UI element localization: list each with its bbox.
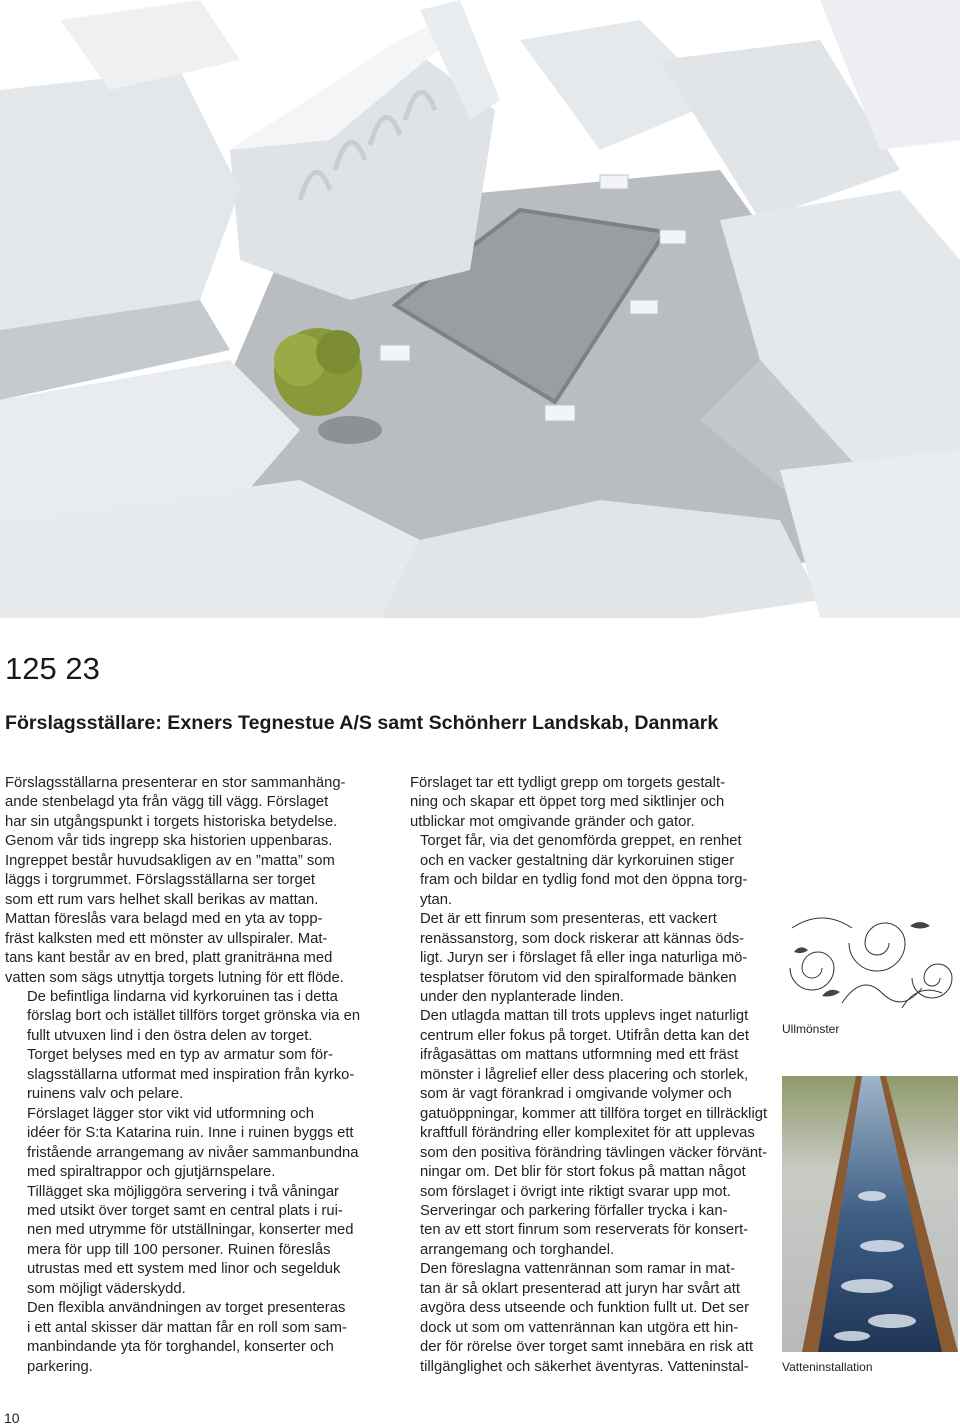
middle-column-text <box>398 774 768 1377</box>
water-caption: Vatteninstallation <box>782 1360 873 1374</box>
paragraph: Den föreslagna vattenrännan som ramar in mat- tan är så oklart presenterad att juryn har svårt att avgöra dess utseende och funktion fullt ut. Det ser dock ut som om vattenrännan kan utgöra ett hin- der för rörelse över torget samt innebära en risk att tillgänglighet och säkerhet äventyras. Vatteninstal- <box>420 1261 754 1375</box>
spiral-pattern-icon <box>782 908 958 1016</box>
left-column-text <box>5 774 380 1377</box>
aerial-render-icon <box>0 0 960 618</box>
pattern-caption: Ullmönster <box>782 1022 840 1036</box>
paragraph: Den flexibla användningen av torget presenteras i ett antal skisser där mattan får en roll som sam- manbindande yta för torghandel, konserter och parkering. <box>27 1300 347 1375</box>
paragraph: De befintliga lindarna vid kyrkoruinen tas i detta förslag bort och istället tillförs torget grönska via en fullt utvuxen lind i den östra delen av torget. <box>27 988 361 1044</box>
wool-pattern-figure <box>782 908 958 1016</box>
paragraph: Förslaget tar ett tydligt grepp om torgets gestalt- ning och skapar ett öppet torg med siktlinjer och utblickar mot omgivande gränder och gator. <box>410 775 725 830</box>
paragraph: Serveringar och parkering förfaller trycka i kan- ten av ett stort finrum som reserverats för konsert- arrangemang och torghandel. <box>420 1202 749 1258</box>
paragraph: Förslagsställarna presenterar en stor sammanhäng- ande stenbelagd yta från vägg till vägg. Förslaget har sin utgångspunkt i torgets historiska betydelse. Genom vår tids ingrepp ska historien uppenbaras. Ingreppet består huvudsakligen av en ”matta” som läggs i torgrummet. Förslagsställarna ser torget som ett rum vars helhet skall berikas av mattan. Mattan föreslås vara belagd med en yta av topp- fräst kalksten med ett mönster av ullspiraler. Mat- tans kant består av en bred, platt graniträнna med vatten som sägs utnyttja torgets lutning för ett flöde. <box>5 775 346 986</box>
proposal-heading: Förslagsställare: Exners Tegnestue A/S samt Schönherr Landskab, Danmark <box>5 712 719 734</box>
paragraph: Torget får, via det genomförda greppet, en renhet och en vacker gestaltning där kyrkoruinen stiger fram och bildar en tydlig fond mot den öppna torg- ytan. <box>420 833 748 908</box>
paragraph: Det är ett finrum som presenteras, ett vackert renässanstorg, som dock riskerar att kännas öds- ligt. Juryn ser i förslaget få eller inga naturliga mö- tesplatser förutom vid den spiralformade bänken under den nyplanterade linden. <box>420 911 748 1005</box>
paragraph: Torget belyses med en typ av armatur som för- slagsställarna utformat med inspiration från kyrko- ruinens valv och pelare. <box>27 1047 355 1103</box>
water-channel-icon <box>782 1076 958 1352</box>
aerial-render-image <box>0 0 960 618</box>
water-installation-photo <box>782 1076 958 1352</box>
page-number: 10 <box>4 1410 20 1426</box>
paragraph: Förslaget lägger stor vikt vid utformning och idéer för S:ta Katarina ruin. Inne i ruinen byggs ett fristående arrangemang av nivåer sammanbundna med spiraltrappor och gjutjärnspelare. <box>27 1105 359 1181</box>
paragraph: Den utlagda mattan till trots upplevs inget naturligt centrum eller fokus på torget. Utifrån detta kan det ifrågasättas om mattans utformning med ett fräst mönster i lågrelief eller dess placering och storlek, som är vagt förankrad i omgivande volymer och gatuöppningar, kommer att tillföra torget en tillräckligt kraftfull förändring eller komplexitet för att upplevas som den positiva förändring tävlingen väcker förvänt- ningar om. Det blir för stort fokus på mattan något som förslaget i övrigt inte riktigt svarar upp mot. <box>420 1008 768 1200</box>
competition-code: 125 23 <box>5 651 100 686</box>
paragraph: Tillägget ska möjliggöra servering i två våningar med utsikt över torget samt en central plats i rui- nen med utrymme för utställningar, konserter med mera för upp till 100 personer. Ruinen föreslås utrustas med ett system med linor och segelduk som möjligt väderskydd. <box>27 1183 354 1297</box>
